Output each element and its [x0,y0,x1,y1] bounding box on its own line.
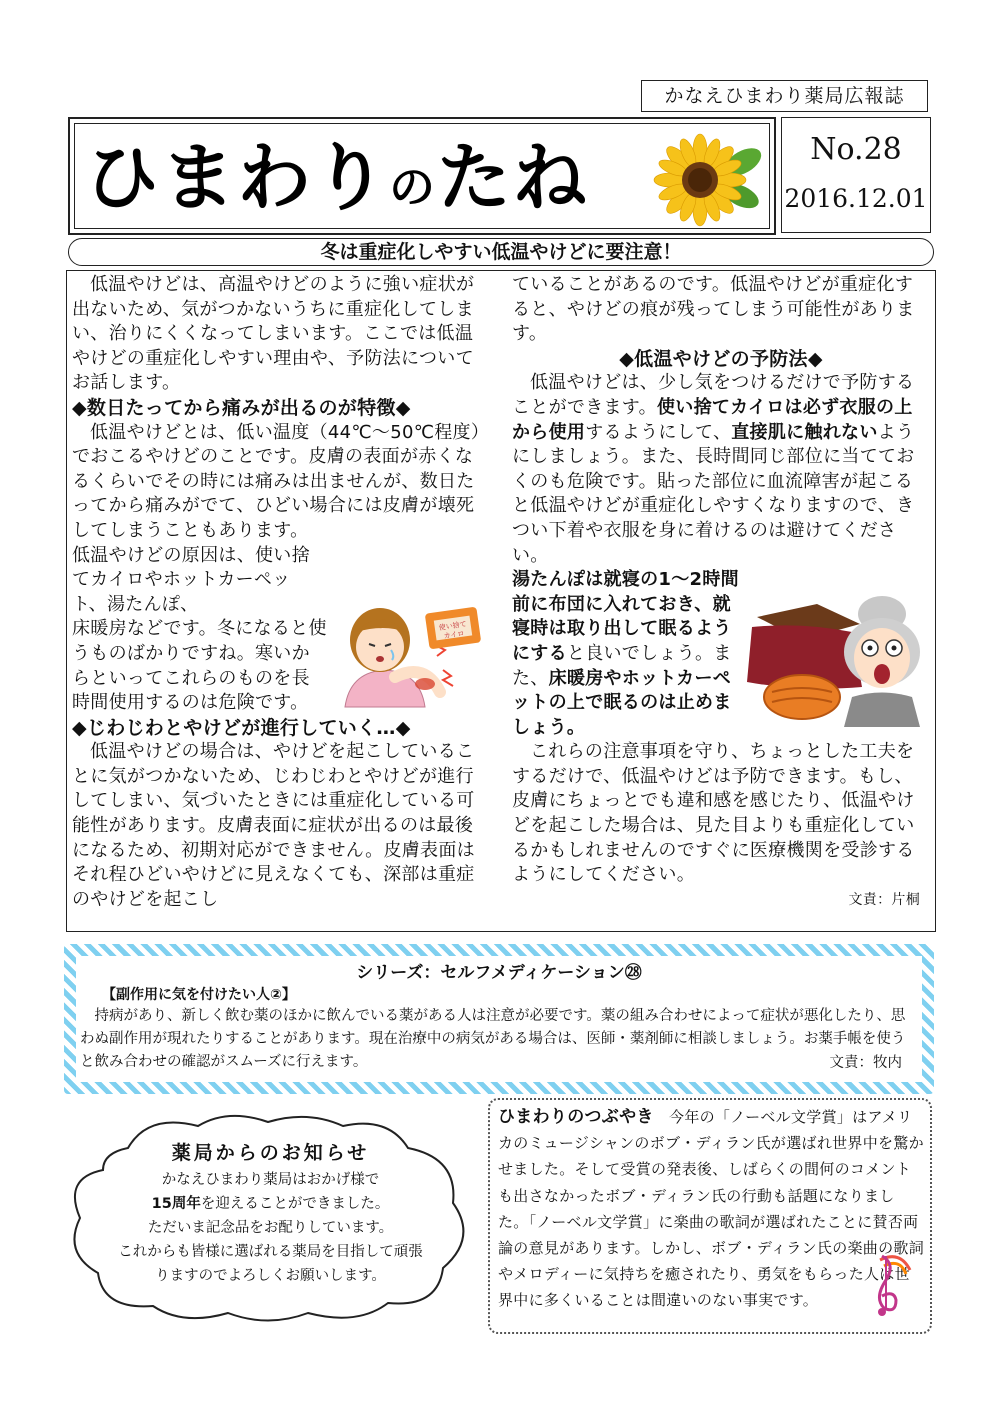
title-inner-frame [74,123,770,229]
newsletter-subtitle: かなえひまわり薬局広報誌 [641,80,928,112]
issue-info [781,117,931,233]
paragraph-2b: 床暖房などです。冬になると使うものばかりですね。寒いからといってこれらのものを長時間使用するのは危険です。 [72,618,327,714]
notice-title: 薬局からのお知らせ [171,1142,370,1164]
notice-line-5: りますのでよろしくお願いします。 [155,1268,386,1284]
paragraph-1: 低温やけどとは、低い温度（44℃～50℃程度）でおこるやけどのことです。皮膚の表面が赤くなるくらいでその時には痛みは出ませんが、数日たってから痛みがでて、ひどい場合には皮膚が壊死してしまうこともあります。 [72,421,490,541]
kairo-label-1: 使い捨て [438,620,468,632]
p5-bold-2: 床暖房やホットカーペットの上で眠るのは止めましょう。 [512,667,732,738]
sunflower-icon [645,130,765,230]
girl-kairo-illustration [325,592,495,717]
grandma-kotatsu-illustration [742,592,932,727]
kairo-label-2: カイロ [443,629,465,641]
section-heading-2: ◆じわじわとやけどが進行していく…◆ [72,716,411,739]
p4-bold-2: 直接肌に触れない [731,421,878,443]
issue-date: 2016.12.01 [784,184,928,213]
series-paragraph: 持病があり、新しく飲む薬のほかに飲んでいる薬がある人は注意が必要です。薬の組み合わせによって症状が悪化したり、思わぬ副作用が現れたりすることがあります。現在治療中の病気がある場合は、医師・薬剤師に相談しましょう。お薬手帳を使うと飲み合わせの確認がスムーズに行えます。 [80,1008,906,1070]
issue-number: No.28 [810,132,902,167]
title-part-2: たね [437,135,589,221]
newsletter-title [85,128,589,237]
p4-text-1: 低温やけどは、少し気をつけるだけで予防することができます。 [512,372,915,418]
series-box [64,944,934,1094]
series-body [80,1005,918,1074]
section-heading-3: ◆低温やけどの予防法◆ [619,347,823,370]
p4-text-3: ようにしましょう。また、長時間同じ部位に当てておくのも危険です。貼った部位に血流障害が起こると低温やけどが重症化しやすくなりますので、きつい下着や衣服を身に着けるのは避けてください。 [512,421,915,566]
p5-bold-1: 湯たんぽは就寝の1～2時間前に布団に入れておき、就寝時は取り出して眠るようにする [512,569,739,664]
section-heading-1: ◆数日たってから痛みが出るのが特徴◆ [72,396,411,419]
paragraph-4 [512,371,930,568]
main-headline: 冬は重症化しやすい低温やけどに要注意！ [68,238,934,266]
title-part-1: ひまわり [85,135,389,221]
continued-paragraph: ていることがあるのです。低温やけどが重症化すると、やけどの痕が残ってしまう可能性があります。 [512,274,915,345]
paragraph-2a: 低温やけどの原因は、使い捨てカイロやホットカーペット、湯たんぽ、 [72,544,310,615]
series-subtitle: 【副作用に気を付けたい人②】 [102,987,296,1003]
notice-anniversary: 15周年 [151,1196,201,1212]
p5-text-1: と良いでしょう。また、 [512,642,732,689]
p4-bold-1: 使い捨てカイロは必ず衣服の上から使用 [512,396,913,443]
intro-paragraph: 低温やけどは、高温やけどのように強い症状が出ないため、気がつかないうちに重症化してしまい、治りにくくなってしまいます。ここでは低温やけどの重症化しやすい理由や、予防法についてお話します。 [72,274,475,394]
series-credit: 文責：牧内 [829,1055,902,1071]
paragraph-5 [512,568,742,740]
notice-cloud [58,1108,483,1328]
music-note-icon [860,1250,922,1320]
article-credit: 文責：片桐 [848,891,920,908]
notice-line-2-rest: を迎えることができました。 [200,1196,390,1212]
tweet-box [488,1098,932,1334]
notice-line-2 [58,1192,483,1213]
p4-text-2: するようにして、 [585,421,732,443]
tweet-text: 今年の「ノーベル文学賞」はアメリカのミュージシャンのボブ・ディラン氏が選ばれ世界中を驚かせました。そして受賞の発表後、しばらくの間何のコメントも出さなかったボブ・ディラン氏の行動も話題になりました。「ノーベル文学賞」に楽曲の歌詞が選ばれたことに賛否両論の意見があります。しかし、ボブ・ディラン氏の楽曲の歌詞やメロディーに気持ちを癒されたり、勇気をもらった人は世界中に多くいることは間違いのない事実です。 [498,1108,925,1310]
series-inner [76,956,922,1082]
notice-line-1: かなえひまわり薬局はおかげ様で [161,1172,380,1188]
notice-line-4: これからも皆様に選ばれる薬局を目指して頑張 [118,1244,423,1260]
paragraph-3: 低温やけどの場合は、やけどを起こしていることに気がつかないため、じわじわとやけどが進行してしまい、気づいたときには重症化している可能性があります。皮膚表面に症状が出るのは最後になるため、初期対応ができません。皮膚表面はそれ程ひどいやけどに見えなくても、深部は重症のやけどを起こし [72,741,475,910]
title-part-small: の [389,160,437,214]
paragraph-6: これらの注意事項を守り、ちょっとした工夫をするだけで、低温やけどは予防できます。もし、皮膚にちょっとでも違和感を感じたり、低温やけどを起こした場合は、見た目よりも重症化しているかもしれませんのですぐに医療機関を受診するようにしてください。 [512,741,915,886]
series-title: シリーズ：セルフメディケーション㉘ [356,963,642,983]
notice-line-3: ただいま記念品をお配りしています。 [147,1220,394,1236]
tweet-title: ひまわりのつぶやき [498,1107,654,1127]
title-banner [68,117,776,235]
